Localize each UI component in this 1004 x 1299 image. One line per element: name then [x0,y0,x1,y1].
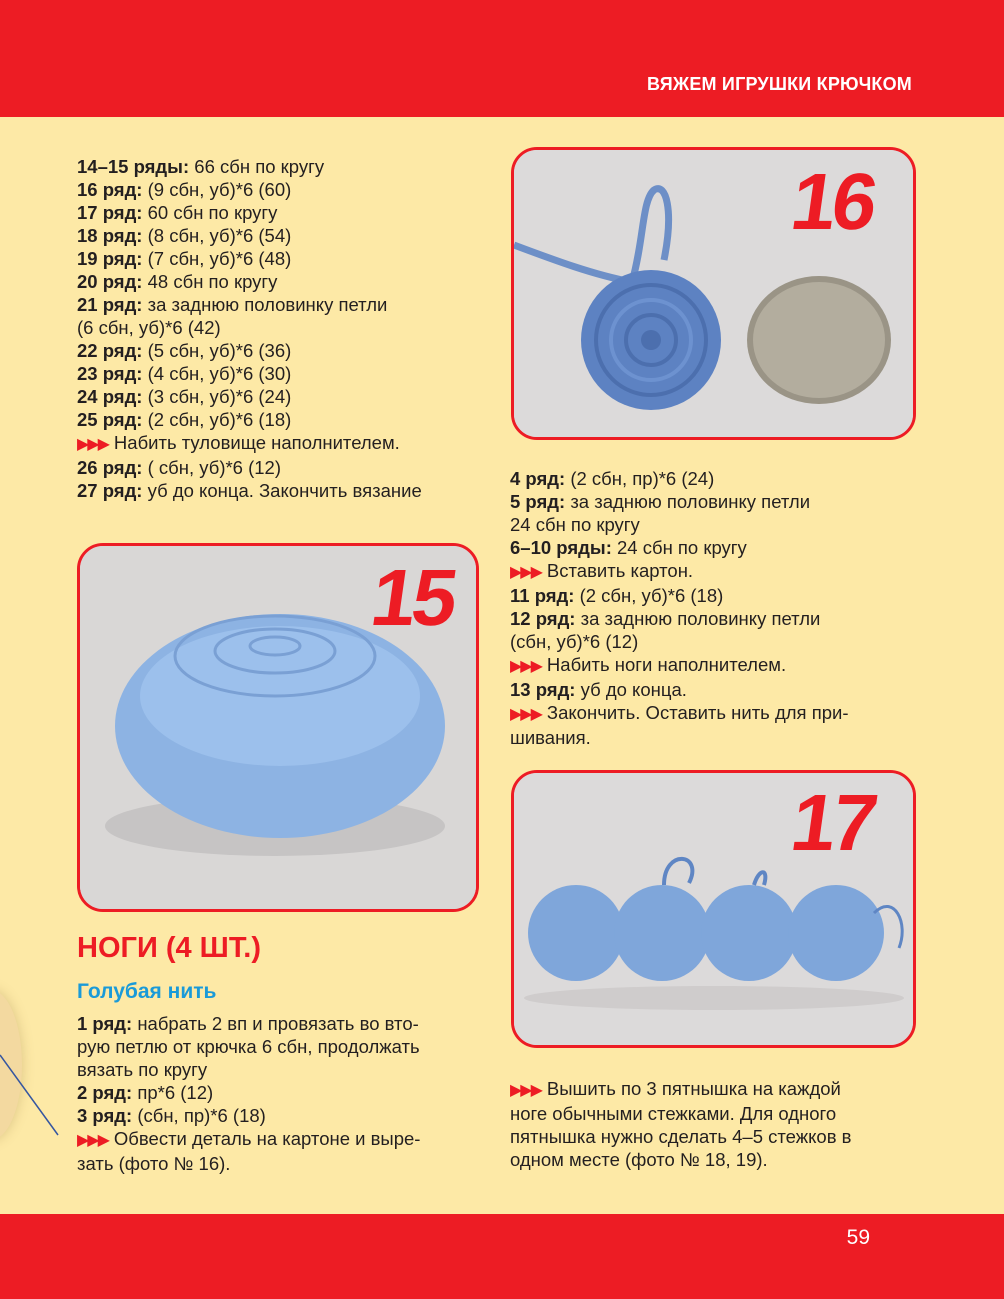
row-label: 6–10 ряды: [510,537,612,558]
row-text: (7 сбн, уб)*6 (48) [142,248,292,269]
row-text: (5 сбн, уб)*6 (36) [142,340,292,361]
row-text: ноге обычными стежками. Для одного [510,1103,837,1124]
instruction-line [510,726,849,749]
instruction-line [510,490,849,513]
row-text: зать (фото № 16). [77,1153,231,1174]
row-label: 19 ряд: [77,248,143,269]
instruction-line [510,559,849,584]
row-text: одном месте (фото № 18, 19). [510,1149,768,1170]
row-text: рую петлю от крючка 6 сбн, продолжать [77,1036,420,1057]
instruction-line [510,584,849,607]
row-label: 21 ряд: [77,294,143,315]
row-label: 23 ряд: [77,363,143,384]
row-text: 24 сбн по кругу [510,514,640,535]
row-text: пятнышка нужно сделать 4–5 стежков в [510,1126,852,1147]
instruction-line [77,1104,420,1127]
row-text: за заднюю половинку петли [565,491,811,512]
row-text: Обвести деталь на картоне и выре- [113,1128,421,1149]
triple-arrow-icon: ▶▶▶ [510,1082,541,1099]
instruction-line [510,536,849,559]
instruction-line [77,431,422,456]
instruction-line [77,456,422,479]
photo-16 [511,147,916,440]
row-text: (2 сбн, уб)*6 (18) [142,409,292,430]
row-text: за заднюю половинку петли [142,294,388,315]
section-subtitle-yarn: Голубая нить [77,980,217,1003]
row-text: Набить ноги наполнителем. [546,654,787,675]
row-label: 25 ряд: [77,409,143,430]
instruction-line [77,178,422,201]
row-label: 20 ряд: [77,271,143,292]
instruction-line [77,408,422,431]
row-text: (2 сбн, уб)*6 (18) [574,585,724,606]
row-text: (сбн, уб)*6 (12) [510,631,639,652]
left-column-text [77,155,422,502]
triple-arrow-icon: ▶▶▶ [510,706,541,723]
row-text: набрать 2 вп и провязать во вто- [132,1013,419,1034]
instruction-line [510,467,849,490]
triple-arrow-icon: ▶▶▶ [77,1132,108,1149]
triple-arrow-icon: ▶▶▶ [77,436,108,453]
triple-arrow-icon: ▶▶▶ [510,564,541,581]
row-text: 60 сбн по кругу [142,202,278,223]
row-text: уб до конца. Закончить вязание [142,480,422,501]
instruction-line [77,362,422,385]
row-text: ( сбн, уб)*6 (12) [142,457,282,478]
row-label: 24 ряд: [77,386,143,407]
row-text: Закончить. Оставить нить для при- [546,702,849,723]
row-label: 17 ряд: [77,202,143,223]
triple-arrow-icon: ▶▶▶ [510,658,541,675]
row-text: 24 сбн по кругу [611,537,747,558]
row-label: 22 ряд: [77,340,143,361]
row-text: (8 сбн, уб)*6 (54) [142,225,292,246]
instruction-line [77,479,422,502]
photo-17 [511,770,916,1048]
instruction-line [77,1035,420,1058]
instruction-line [510,1148,852,1171]
instruction-line [77,1152,420,1175]
row-text: (3 сбн, уб)*6 (24) [142,386,292,407]
row-text: (6 сбн, уб)*6 (42) [77,317,221,338]
final-instructions-text [510,1077,852,1171]
photo-15-label: 15 [365,553,460,642]
instruction-line [77,293,422,316]
instruction-line [510,1102,852,1125]
row-label: 18 ряд: [77,225,143,246]
header-title: ВЯЖЕМ ИГРУШКИ КРЮЧКОМ [646,74,912,94]
instruction-line [510,607,849,630]
row-text: вязать по кругу [77,1059,208,1080]
row-text: (2 сбн, пр)*6 (24) [565,468,715,489]
instruction-line [77,1058,420,1081]
row-text: Вышить по 3 пятнышка на каждой [546,1078,841,1099]
instruction-line [77,339,422,362]
row-label: 12 ряд: [510,608,576,629]
instruction-line [510,1077,852,1102]
row-label: 11 ряд: [510,585,575,606]
row-label: 3 ряд: [77,1105,133,1126]
row-text: (сбн, пр)*6 (18) [132,1105,266,1126]
instruction-line [77,201,422,224]
row-label: 5 ряд: [510,491,566,512]
instruction-line [77,247,422,270]
instruction-line [77,316,422,339]
row-label: 16 ряд: [77,179,143,200]
decorative-thread-line [0,1040,70,1150]
instruction-line [510,630,849,653]
row-text: (4 сбн, уб)*6 (30) [142,363,292,384]
section-title-legs: НОГИ (4 ШТ.) [77,932,261,964]
row-label: 2 ряд: [77,1082,133,1103]
photo-17-label: 17 [785,778,880,867]
instruction-line [510,1125,852,1148]
row-label: 1 ряд: [77,1013,133,1034]
instruction-line [77,1012,420,1035]
row-label: 13 ряд: [510,679,576,700]
row-text: 66 сбн по кругу [189,156,325,177]
header-bar [0,0,1004,117]
row-text: Набить туловище наполнителем. [113,432,400,453]
photo-15 [77,543,479,912]
instruction-line [510,678,849,701]
row-label: 14–15 ряды: [77,156,190,177]
instruction-line [510,513,849,536]
page-number: 59 [846,1226,870,1249]
photo-16-label: 16 [785,157,880,246]
row-text: Вставить картон. [546,560,694,581]
instruction-line [77,1081,420,1104]
instruction-line [77,224,422,247]
row-text: пр*6 (12) [132,1082,214,1103]
row-label: 4 ряд: [510,468,566,489]
right-column-text [510,467,849,749]
instruction-line [77,1127,420,1152]
row-text: за заднюю половинку петли [575,608,821,629]
instruction-line [77,270,422,293]
instruction-line [77,385,422,408]
row-text: 48 сбн по кругу [142,271,278,292]
legs-instructions-text [77,1012,420,1175]
row-text: шивания. [510,727,591,748]
instruction-line [510,653,849,678]
instruction-line [77,155,422,178]
row-label: 26 ряд: [77,457,143,478]
row-text: уб до конца. [575,679,687,700]
instruction-line [510,701,849,726]
row-text: (9 сбн, уб)*6 (60) [142,179,292,200]
row-label: 27 ряд: [77,480,143,501]
